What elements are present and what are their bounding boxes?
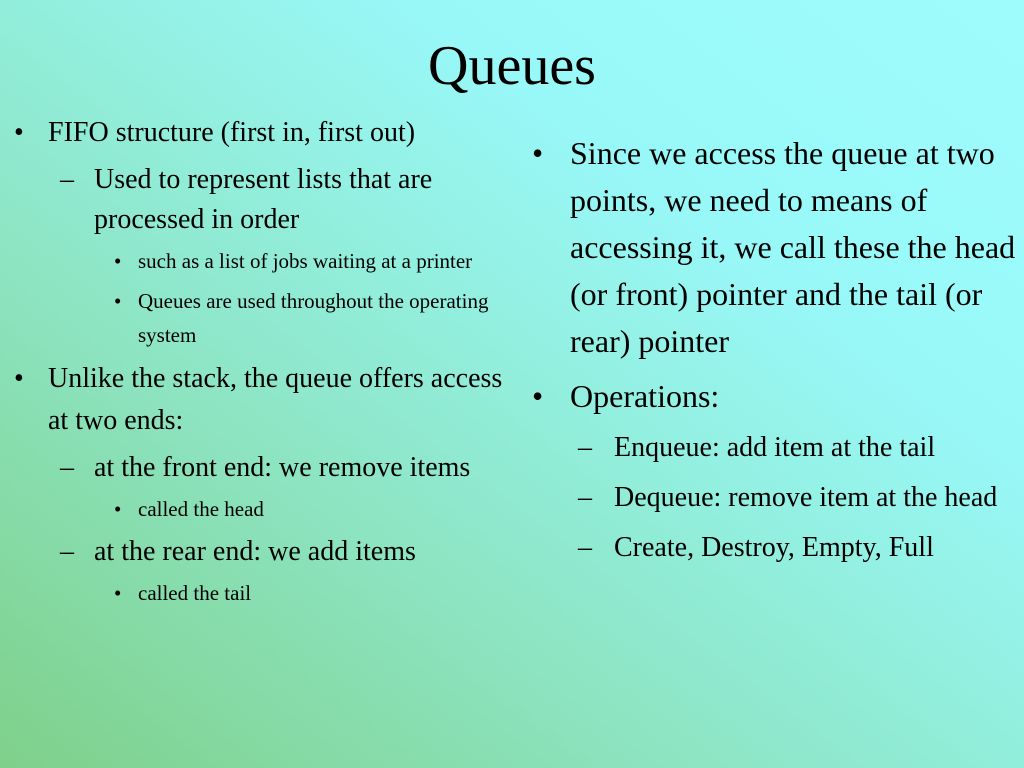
list-item-text: Since we access the queue at two points, we need to means of accessing it, we call these the head (or front) pointer and the tail (or rear) pointer <box>570 135 1016 359</box>
list-item <box>532 428 1020 468</box>
bullet-icon: • <box>532 135 544 171</box>
list-item-text: at the front end: we remove items <box>94 452 471 483</box>
list-item <box>532 478 1020 518</box>
list-item <box>14 448 519 488</box>
list-item <box>14 576 519 610</box>
dash-bullet-icon: – <box>60 164 74 195</box>
slide-title: Queues <box>428 35 596 97</box>
list-item-text: FIFO structure (first in, first out) <box>48 117 416 148</box>
dash-bullet-icon: – <box>60 452 74 483</box>
bullet-icon: • <box>114 581 122 605</box>
list-item <box>14 244 519 278</box>
list-item-text: Enqueue: add item at the tail <box>614 432 936 463</box>
list-item <box>532 130 1020 365</box>
bullet-icon: • <box>14 363 24 394</box>
dash-bullet-icon: – <box>578 482 592 513</box>
list-item-text: Create, Destroy, Empty, Full <box>614 532 934 563</box>
list-item <box>14 112 519 154</box>
list-item <box>14 358 519 442</box>
bullet-icon: • <box>114 249 122 273</box>
left-column <box>14 112 519 616</box>
list-item <box>14 284 519 352</box>
list-item-text: called the head <box>138 497 264 521</box>
list-item-text: such as a list of jobs waiting at a printer <box>138 249 473 273</box>
list-item <box>14 532 519 572</box>
list-item-text: Unlike the stack, the queue offers access at two ends: <box>48 363 503 436</box>
bullet-icon: • <box>532 378 544 414</box>
list-item-text: Operations: <box>570 378 720 414</box>
list-item-text: Dequeue: remove item at the head <box>614 482 998 513</box>
bullet-icon: • <box>114 497 122 521</box>
list-item-text: at the rear end: we add items <box>94 536 416 567</box>
list-item-text: Used to represent lists that are processed in order <box>94 164 433 235</box>
bullet-icon: • <box>14 117 24 148</box>
list-item <box>14 160 519 240</box>
dash-bullet-icon: – <box>578 432 592 463</box>
list-item <box>532 373 1020 420</box>
bullet-icon: • <box>114 289 122 313</box>
dash-bullet-icon: – <box>60 536 74 567</box>
list-item <box>532 528 1020 568</box>
list-item-text: Queues are used throughout the operating system <box>138 289 489 347</box>
right-column <box>532 130 1020 578</box>
dash-bullet-icon: – <box>578 532 592 563</box>
list-item-text: called the tail <box>138 581 252 605</box>
list-item <box>14 492 519 526</box>
